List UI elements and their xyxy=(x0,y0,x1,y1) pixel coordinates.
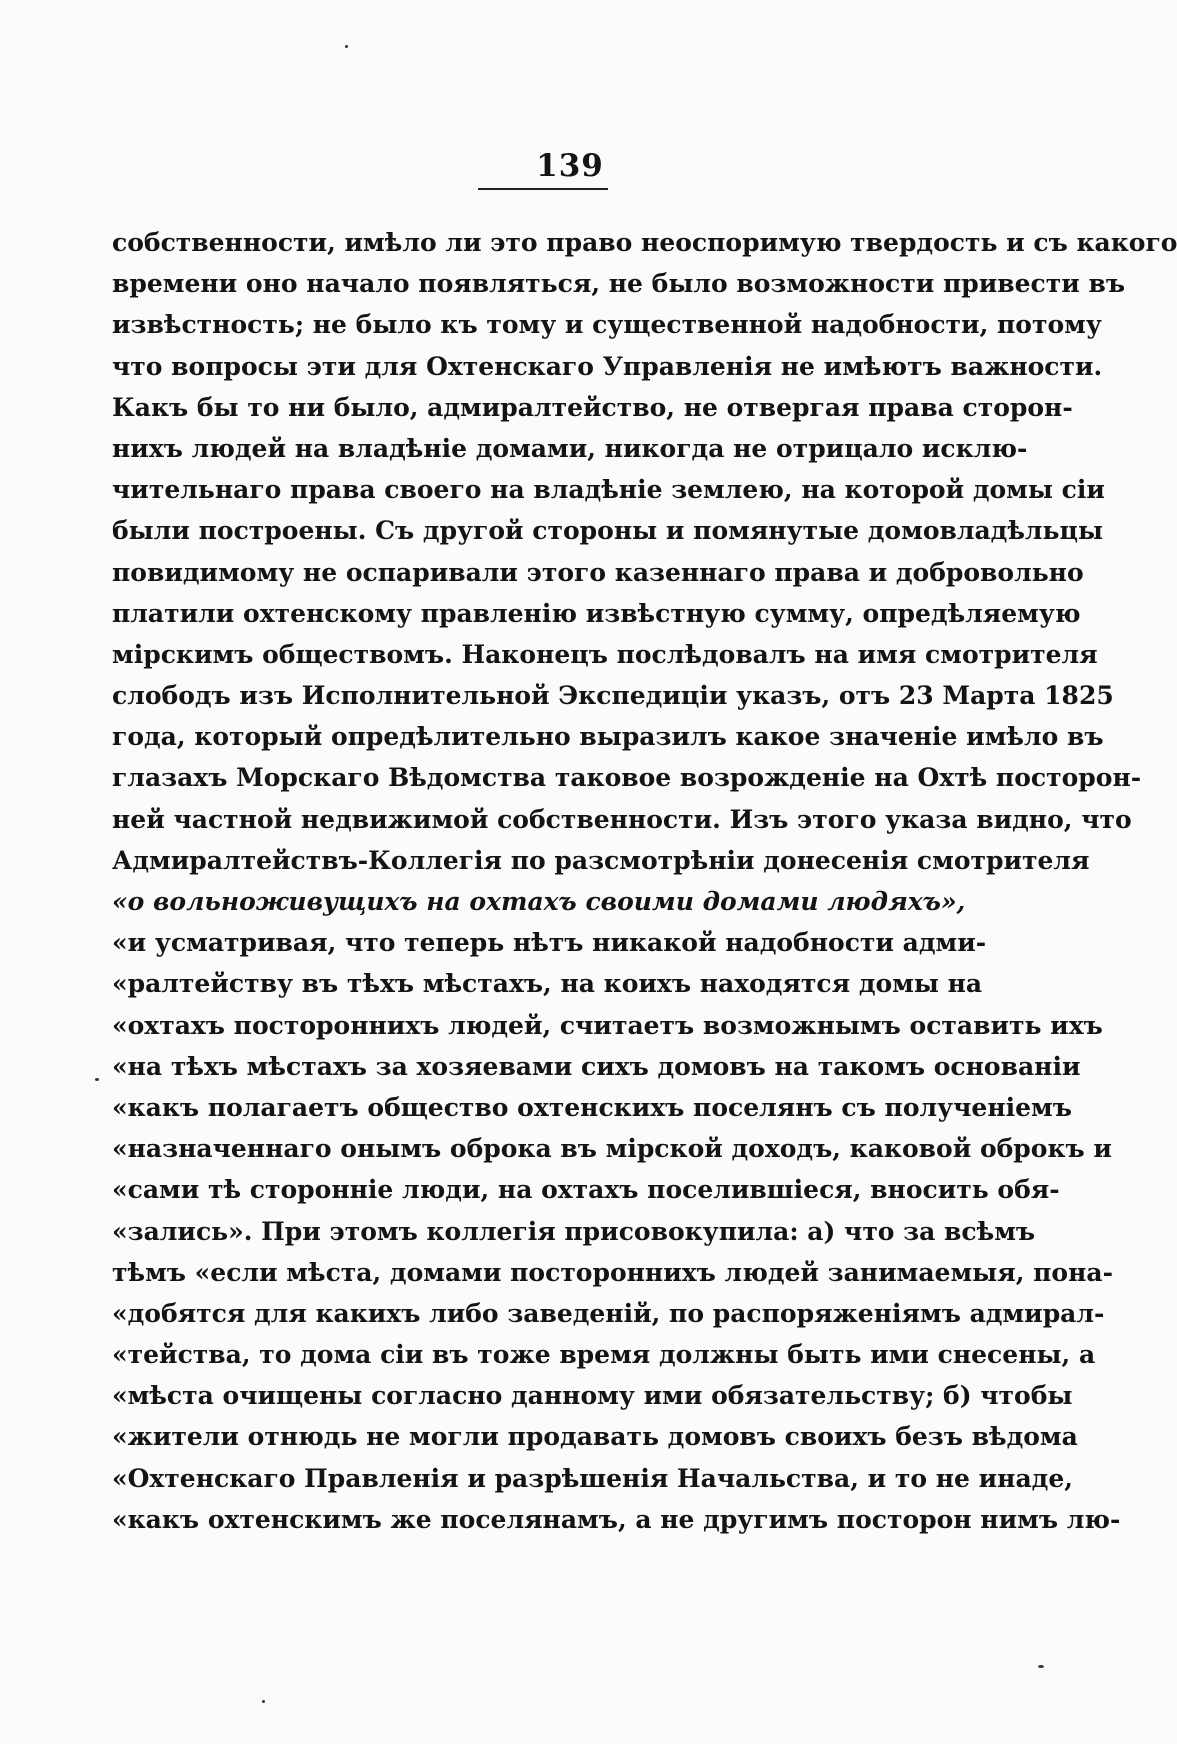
text-line: «жители отнюдь не могли продавать домовъ своихъ безъ вѣдома xyxy=(112,1422,1078,1452)
page-number: 139 xyxy=(536,148,604,184)
text-line: «назначеннаго онымъ оброка въ мірской доходъ, каковой оброкъ и xyxy=(112,1134,1112,1164)
ink-speck xyxy=(95,1078,99,1081)
text-line: что вопросы эти для Охтенскаго Управленія не имѣютъ важности. xyxy=(112,351,1103,381)
text-line: «тейства, то дома сіи въ тоже время должны быть ими снесены, а xyxy=(112,1340,1096,1370)
text-line: слободъ изъ Исполнительной Экспедиціи указъ, отъ 23 Марта 1825 xyxy=(112,681,1114,711)
ink-speck xyxy=(1038,1665,1044,1668)
text-line: «на тѣхъ мѣстахъ за хозяевами сихъ домовъ на такомъ основаніи xyxy=(112,1051,1081,1081)
page-number-rule xyxy=(478,188,608,190)
text-line: нихъ людей на владѣніе домами, никогда не отрицало исклю- xyxy=(112,433,1028,463)
text-line: «мѣста очищены согласно данному ими обязательству; б) чтобы xyxy=(112,1381,1073,1411)
text-line: «добятся для какихъ либо заведеній, по распоряженіямъ адмирал- xyxy=(112,1298,1105,1328)
text-line: «какъ охтенскимъ же поселянамъ, а не другимъ посторон нимъ лю- xyxy=(112,1504,1121,1534)
text-line: собственности, имѣло ли это право неоспоримую твердость и съ какого xyxy=(112,228,1177,257)
text-line: ней частной недвижимой собственности. Изъ этого указа видно, что xyxy=(112,804,1132,834)
text-line: Адмиралтействъ-Коллегія по разсмотрѣніи донесенія смотрителя xyxy=(112,845,1090,875)
text-line: года, который опредѣлительно выразилъ какое значеніе имѣло въ xyxy=(112,722,1104,752)
ink-speck xyxy=(345,45,348,48)
text-line: «сами тѣ сторонніе люди, на охтахъ поселившіеся, вносить обя- xyxy=(112,1175,1060,1205)
text-line: извѣстность; не было къ тому и существенной надобности, потому xyxy=(112,310,1102,340)
ink-speck xyxy=(262,1700,265,1703)
text-line: повидимому не оспаривали этого казеннаго права и добровольно xyxy=(112,557,1084,587)
text-line: были построены. Съ другой стороны и помянутые домовладѣльцы xyxy=(112,516,1104,546)
body-text xyxy=(112,222,1177,1540)
text-line: тѣмъ «если мѣста, домами постороннихъ людей занимаемыя, пона- xyxy=(112,1257,1113,1287)
text-line: «зались». При этомъ коллегія присовокупила: а) что за всѣмъ xyxy=(112,1216,1036,1246)
text-line: «о вольноживущихъ на охтахъ своими домами людяхъ», xyxy=(112,887,966,916)
text-line: платили охтенскому правленію извѣстную сумму, опредѣляемую xyxy=(112,598,1081,628)
text-line: «и усматривая, что теперь нѣтъ никакой надобности адми- xyxy=(112,928,987,958)
text-line: чительнаго права своего на владѣніе землею, на которой домы сіи xyxy=(112,475,1105,505)
text-line: «ралтейству въ тѣхъ мѣстахъ, на коихъ находятся домы на xyxy=(112,969,983,999)
text-line: мірскимъ обществомъ. Наконецъ послѣдовалъ на имя смотрителя xyxy=(112,639,1098,669)
text-line: «охтахъ постороннихъ людей, считаетъ возможнымъ оставить ихъ xyxy=(112,1010,1103,1040)
text-line: глазахъ Морскаго Вѣдомства таковое возрожденіе на Охтѣ посторон- xyxy=(112,763,1142,793)
text-line: «какъ полагаетъ общество охтенскихъ поселянъ съ полученіемъ xyxy=(112,1092,1072,1122)
text-line: времени оно начало появляться, не было возможности привести въ xyxy=(112,269,1126,299)
text-line: «Охтенскаго Правленія и разрѣшенія Начальства, и то не инаде, xyxy=(112,1463,1073,1493)
text-line: Какъ бы то ни было, адмиралтейство, не отвергая права сторон- xyxy=(112,392,1073,422)
